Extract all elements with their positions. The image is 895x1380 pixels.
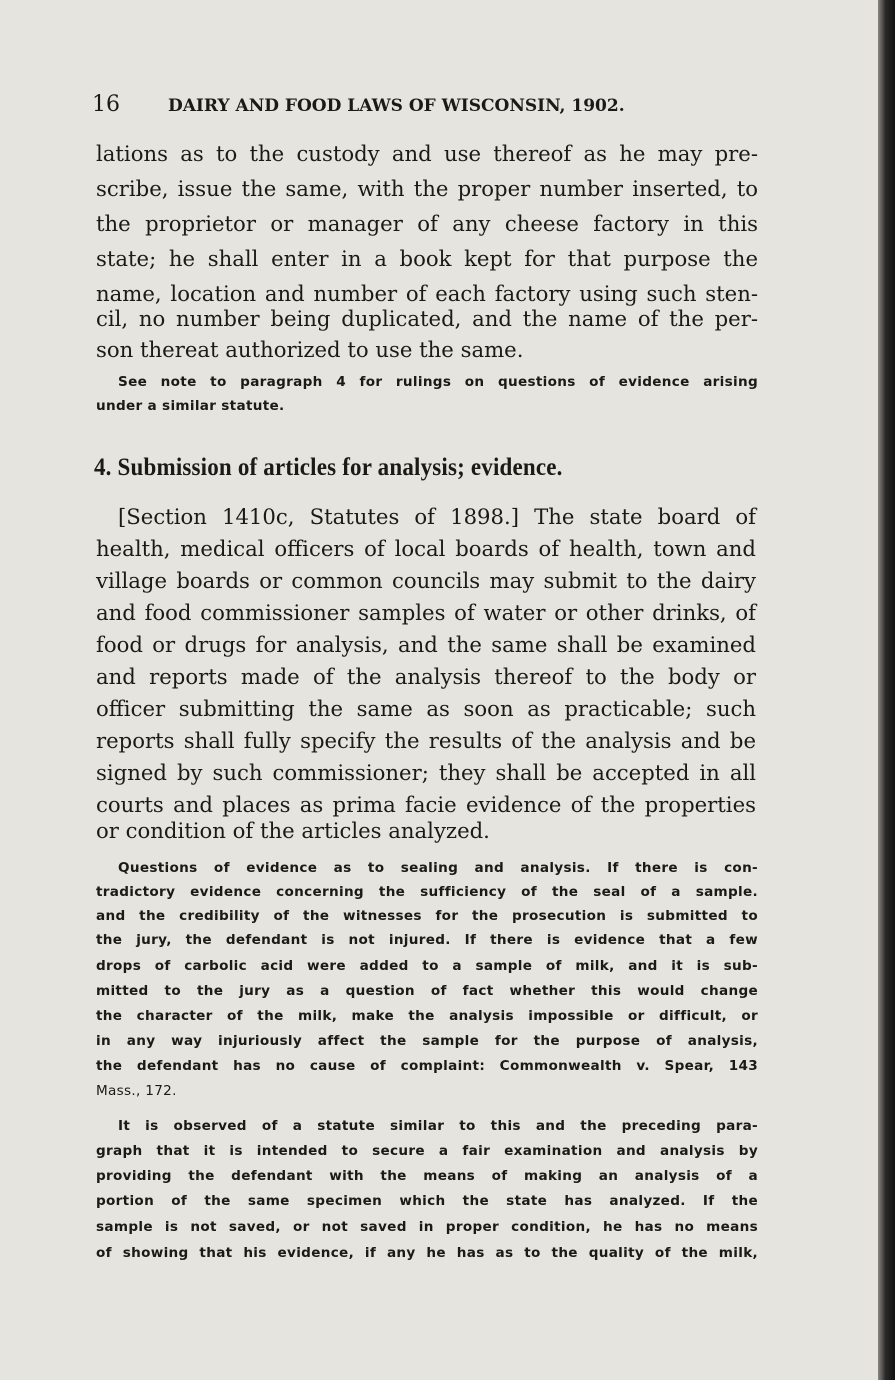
body-line: food or drugs for analysis, and the same shall be examined xyxy=(96,632,756,657)
body-line: cil, no number being duplicated, and the name of the per- xyxy=(96,306,758,331)
section-heading: 4. Submission of articles for analysis; evidence. xyxy=(94,454,563,481)
body-line: lations as to the custody and use thereof as he may pre- xyxy=(96,141,758,166)
note-line: See note to paragraph 4 for rulings on questions of evidence arising xyxy=(118,374,758,390)
body-line: reports shall fully specify the results of the analysis and be xyxy=(96,728,756,753)
note-line: mitted to the jury as a question of fact whether this would change xyxy=(96,983,758,999)
running-title: DAIRY AND FOOD LAWS OF WISCONSIN, 1902. xyxy=(168,96,625,116)
note-line: tradictory evidence concerning the sufficiency of the seal of a sample. xyxy=(96,884,758,900)
body-line: courts and places as prima facie evidence of the properties xyxy=(96,792,756,817)
body-line: and food commissioner samples of water or other drinks, of xyxy=(96,600,756,625)
note-line: and the credibility of the witnesses for the prosecution is submitted to xyxy=(96,908,758,924)
note-line: sample is not saved, or not saved in proper condition, he has no means xyxy=(96,1219,758,1235)
page-binding-edge xyxy=(878,0,895,1380)
note-line: the defendant has no cause of complaint: Commonwealth v. Spear, 143 xyxy=(96,1058,758,1074)
page-number: 16 xyxy=(92,92,120,117)
note-line: drops of carbolic acid were added to a sample of milk, and it is sub- xyxy=(96,958,758,974)
note-line: providing the defendant with the means of making an analysis of a xyxy=(96,1168,758,1184)
note-line: Mass., 172. xyxy=(96,1083,177,1099)
note-line: It is observed of a statute similar to this and the preceding para- xyxy=(118,1118,758,1134)
note-line: the jury, the defendant is not injured. If there is evidence that a few xyxy=(96,932,758,948)
body-line: signed by such commissioner; they shall be accepted in all xyxy=(96,760,756,785)
note-line: Questions of evidence as to sealing and analysis. If there is con- xyxy=(118,860,758,876)
body-line: and reports made of the analysis thereof to the body or xyxy=(96,664,756,689)
note-line: of showing that his evidence, if any he has as to the quality of the milk, xyxy=(96,1245,758,1261)
body-line: village boards or common councils may submit to the dairy xyxy=(96,568,756,593)
body-line: son thereat authorized to use the same. xyxy=(96,337,524,362)
body-line: officer submitting the same as soon as practicable; such xyxy=(96,696,756,721)
note-line: under a similar statute. xyxy=(96,398,285,414)
body-line: or condition of the articles analyzed. xyxy=(96,818,490,843)
body-line: name, location and number of each factory using such sten- xyxy=(96,281,758,306)
note-line: portion of the same specimen which the state has analyzed. If the xyxy=(96,1193,758,1209)
note-line: the character of the milk, make the analysis impossible or difficult, or xyxy=(96,1008,758,1024)
body-line: health, medical officers of local boards of health, town and xyxy=(96,536,756,561)
note-line: in any way injuriously affect the sample for the purpose of analysis, xyxy=(96,1033,758,1049)
body-line: the proprietor or manager of any cheese factory in this xyxy=(96,211,758,236)
body-line: [Section 1410c, Statutes of 1898.] The state board of xyxy=(118,504,756,529)
running-header xyxy=(92,92,692,117)
body-line: state; he shall enter in a book kept for that purpose the xyxy=(96,246,758,271)
body-line: scribe, issue the same, with the proper number inserted, to xyxy=(96,176,758,201)
note-line: graph that it is intended to secure a fair examination and analysis by xyxy=(96,1143,758,1159)
